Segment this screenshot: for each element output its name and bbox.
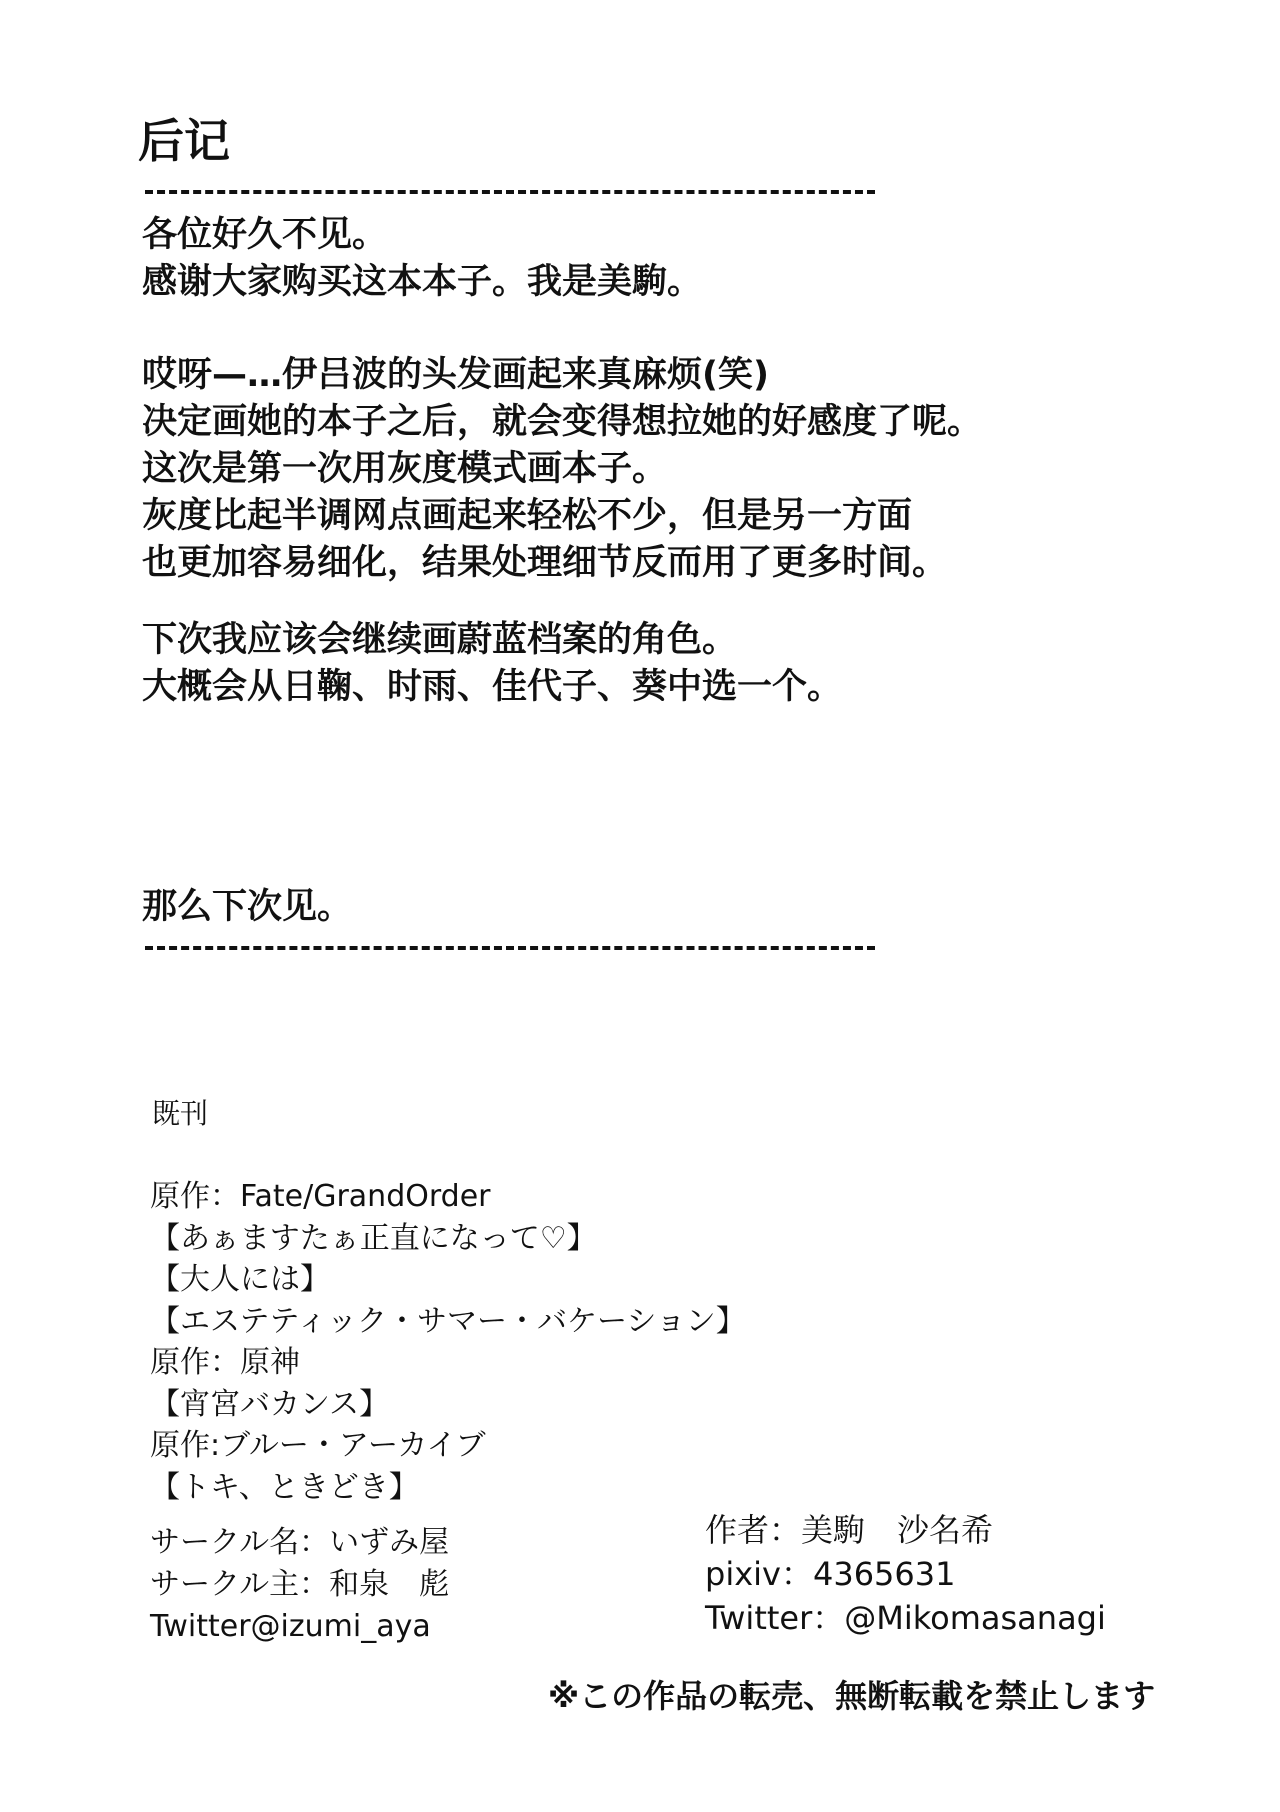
circle-twitter: Twitter@izumi_aya (150, 1609, 431, 1644)
afterword-line: 感谢大家购买这本本子。我是美駒。 (142, 262, 703, 302)
afterword-line: 灰度比起半调网点画起来轻松不少，但是另一方面 (142, 496, 913, 536)
afterword-title: 后记 (138, 114, 230, 168)
afterword-line: 下次我应该会继续画蔚蓝档案的角色。 (142, 620, 738, 660)
afterword-line: 各位好久不见。 (142, 215, 388, 255)
afterword-line: 哎呀—…伊吕波的头发画起来真麻烦(笑) (142, 355, 769, 395)
previous-works-heading: 既刊 (152, 1097, 209, 1130)
afterword-line: 大概会从日鞠、时雨、佳代子、葵中选一个。 (142, 667, 843, 707)
afterword-paragraph-3 (142, 617, 842, 711)
circle-owner: サークル主：和泉 彪 (150, 1567, 450, 1602)
previous-work-item: 【宵宮バカンス】 (150, 1386, 390, 1422)
author-twitter: Twitter：@Mikomasanagi (705, 1599, 1106, 1637)
previous-work-item: 原作：原神 (150, 1345, 300, 1380)
previous-work-item: 原作：Fate/GrandOrder (150, 1179, 491, 1214)
afterword-paragraph-2 (142, 352, 982, 587)
afterword-closing: 那么下次见。 (142, 887, 353, 927)
previous-work-item: 【エステティック・サマー・バケーション】 (150, 1303, 746, 1339)
previous-work-item: 【大人には】 (150, 1262, 330, 1297)
author-name: 作者：美駒 沙名希 (705, 1511, 994, 1549)
author-pixiv: pixiv：4365631 (705, 1555, 956, 1593)
afterword-line: 这次是第一次用灰度模式画本子。 (142, 449, 668, 489)
circle-info (150, 1522, 449, 1648)
previous-work-item: 【あぁますたぁ正直になって♡】 (150, 1220, 597, 1256)
afterword-paragraph-1 (142, 212, 702, 306)
afterword-line: 也更加容易细化，结果处理细节反而用了更多时间。 (142, 543, 948, 583)
bottom-divider (145, 946, 875, 950)
author-info (705, 1508, 1106, 1640)
previous-work-item: 原作:ブルー・アーカイブ (150, 1428, 486, 1463)
afterword-line: 决定画她的本子之后，就会变得想拉她的好感度了呢。 (142, 402, 983, 442)
previous-work-item: 【トキ、ときどき】 (150, 1469, 419, 1505)
previous-works-list (150, 1176, 746, 1508)
circle-name: サークル名：いずみ屋 (150, 1525, 450, 1560)
copyright-notice: ※この作品の転売、無断転載を禁止します (548, 1677, 1156, 1715)
top-divider (145, 190, 875, 194)
